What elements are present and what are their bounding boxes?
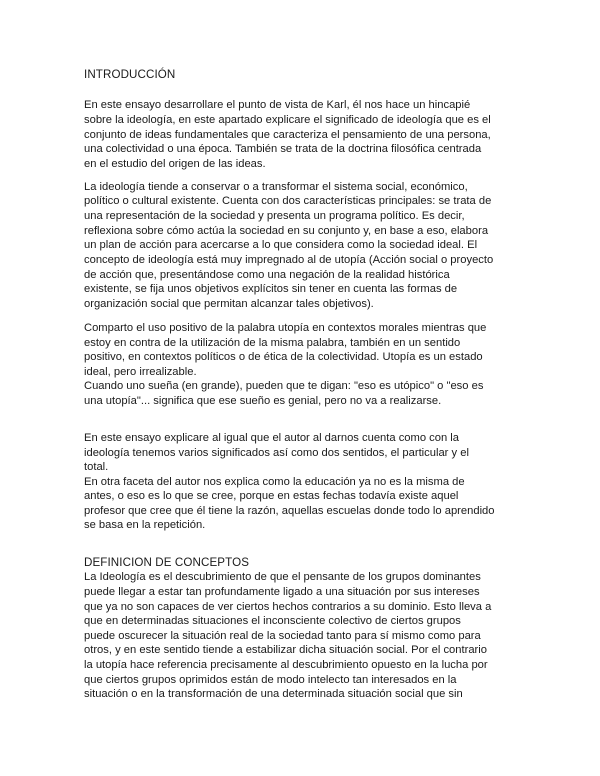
heading-definicion-de-conceptos: DEFINICION DE CONCEPTOS — [84, 556, 250, 569]
paragraph-line: otros, y en este sentido tiende a estabilizar dicha situación social. Por el contrario — [84, 644, 487, 656]
paragraph-line: un plan de acción para acercarse a lo que considera como la sociedad ideal. El — [84, 239, 478, 251]
paragraph-line: que ya no son capaces de ver ciertos hechos contrarios a su dominio. Esto lleva a — [84, 601, 492, 613]
paragraph-line: político o cultural existente. Cuenta con dos características principales: se trata de — [84, 195, 492, 207]
paragraph-line: puede llegar a estar tan profundamente ligado a una situación por sus intereses — [84, 586, 480, 598]
paragraph-line: se basa en la repetición. — [84, 519, 206, 531]
paragraph-line: Comparto el uso positivo de la palabra utopía en contextos morales mientras que — [84, 322, 487, 334]
paragraph-line: una colectividad o una época. También se trata de la doctrina filosófica centrada — [84, 143, 482, 155]
paragraph-line: sobre la ideología, en este apartado explicare el significado de ideología que es el — [84, 114, 491, 126]
paragraph-line: En otra faceta del autor nos explica como la educación ya no es la misma de — [84, 476, 465, 488]
paragraph-line: ideología tenemos varios significados así como dos sentidos, el particular y el — [84, 447, 469, 459]
paragraph-line: de acción que, presentándose como una negación de la realidad histórica — [84, 269, 450, 281]
paragraph-line: existente, se fija unos objetivos explícitos sin tener en cuenta las formas de — [84, 283, 458, 295]
paragraph-line: En este ensayo explicare al igual que el autor al darnos cuenta como con la — [84, 432, 460, 444]
paragraph-line: estoy en contra de la utilización de la misma palabra, también en un sentido — [84, 337, 461, 349]
paragraph-line: antes, o eso es lo que se cree, porque en estas fechas todavía existe aquel — [84, 490, 459, 502]
paragraph-line: que en determinadas situaciones el inconsciente colectivo de ciertos grupos — [84, 615, 461, 627]
paragraph-line: conjunto de ideas fundamentales que caracteriza el pensamiento de una persona, — [84, 129, 491, 141]
paragraph-line: ideal, pero irrealizable. — [84, 366, 197, 378]
paragraph-line: La ideología tiende a conservar o a transformar el sistema social, económico, — [84, 181, 468, 193]
paragraph-line: positivo, en contextos políticos o de ética de la colectividad. Utopía es un estado — [84, 351, 483, 363]
paragraph-line: situación o en la transformación de una determinada situación social que sin — [84, 688, 463, 700]
paragraph-line: reflexiona sobre cómo actúa la sociedad en su conjunto y, en base a eso, elabora — [84, 225, 489, 237]
paragraph-line: organización social que permitan alcanzar tales objetivos). — [84, 298, 374, 310]
paragraph-line: en el estudio del origen de las ideas. — [84, 158, 266, 170]
paragraph-line: En este ensayo desarrollare el punto de vista de Karl, él nos hace un hincapié — [84, 99, 471, 111]
paragraph-line: total. — [84, 461, 109, 473]
paragraph-line: profesor que cree que él tiene la razón, aquellas escuelas donde todo lo aprendido — [84, 505, 495, 517]
paragraph-line: que ciertos grupos oprimidos están de modo intelecto tan interesados en la — [84, 674, 457, 686]
paragraph-line: concepto de ideología está muy impregnado al de utopía (Acción social o proyecto — [84, 254, 494, 266]
paragraph-line: puede oscurecer la situación real de la sociedad tanto para sí mismo como para — [84, 630, 481, 642]
heading-introduccion: INTRODUCCIÓN — [84, 68, 176, 81]
paragraph-line: la utopía hace referencia precisamente al descubrimiento opuesto en la lucha por — [84, 659, 488, 671]
paragraph-line: La Ideología es el descubrimiento de que el pensante de los grupos dominantes — [84, 571, 481, 583]
paragraph-line: una representación de la sociedad y presenta un programa político. Es decir, — [84, 210, 465, 222]
paragraph-line: una utopía"... significa que ese sueño es genial, pero no va a realizarse. — [84, 395, 442, 407]
paragraph-line: Cuando uno sueña (en grande), pueden que te digan: "eso es utópico" o "eso es — [84, 380, 484, 392]
